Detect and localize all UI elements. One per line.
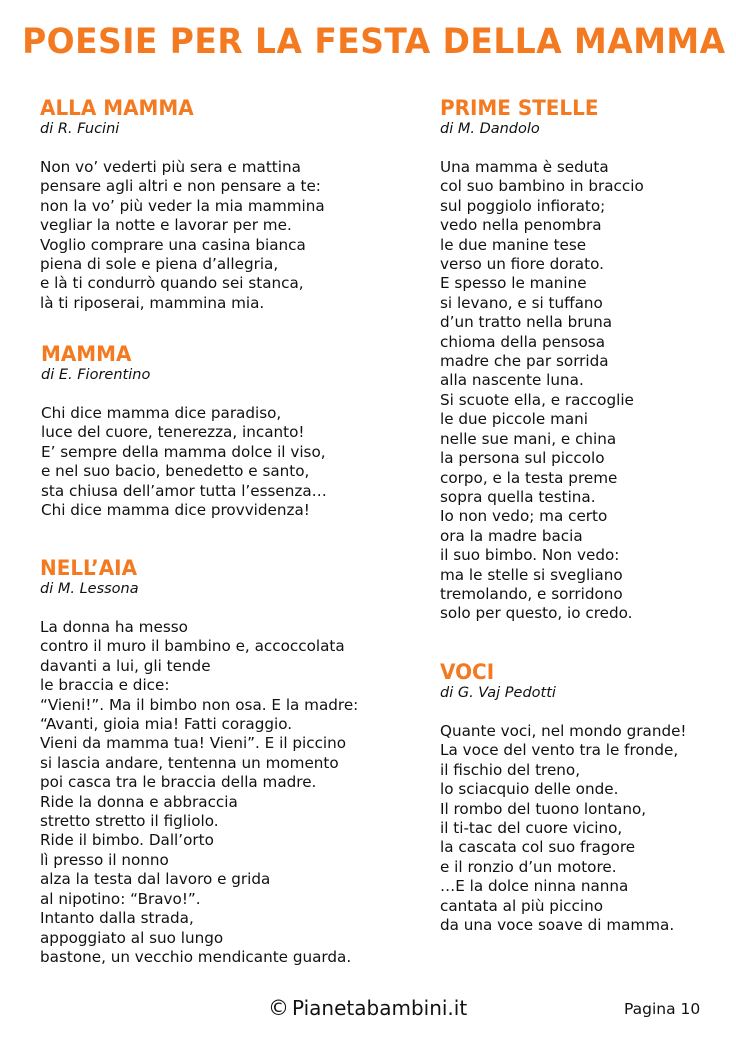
poem-line: il suo bimbo. Non vedo:: [440, 546, 620, 565]
poem-line: alza la testa dal lavoro e grida: [40, 870, 271, 889]
poem-text: [440, 722, 687, 935]
poem-line: Io non vedo; ma certo: [440, 507, 608, 526]
poem-line: luce del cuore, tenerezza, incanto!: [41, 423, 305, 442]
poem-line: Chi dice mamma dice paradiso,: [41, 404, 282, 422]
poem-line: Ride la donna e abbraccia: [40, 792, 238, 811]
poem-mamma: [41, 342, 327, 520]
poem-text: [440, 158, 644, 624]
poem-line: le due piccole mani: [440, 410, 589, 429]
poem-line: al nipotino: “Bravo!”.: [40, 889, 201, 908]
poem-line: lì presso il nonno: [40, 850, 169, 869]
poem-author: di M. Lessona: [40, 581, 139, 597]
poem-title: PRIME STELLE: [440, 96, 599, 120]
poem-title: VOCI: [440, 660, 495, 684]
poem-line: “Avanti, gioia mia! Fatti coraggio.: [40, 715, 293, 734]
poem-line: La voce del vento tra le fronde,: [440, 741, 679, 760]
poem-line: tremolando, e sorridono: [440, 584, 623, 603]
poem-line: piena di sole e piena d’allegria,: [40, 255, 279, 274]
poem-line: solo per questo, io credo.: [440, 604, 633, 623]
poem-line: madre che par sorrida: [440, 352, 609, 371]
poem-line: stretto stretto il figliolo.: [40, 812, 219, 831]
poem-line: Non vo’ vederti più sera e mattina: [40, 158, 301, 176]
poem-line: là ti riposerai, mammina mia.: [40, 293, 265, 312]
poem-line: e nel suo bacio, benedetto e santo,: [41, 462, 310, 481]
poem-line: ma le stelle si svegliano: [440, 565, 623, 584]
poem-line: vegliar la notte e lavorar per me.: [40, 216, 292, 235]
poem-line: poi casca tra le braccia della madre.: [40, 773, 317, 792]
poem-title: MAMMA: [41, 342, 132, 366]
poem-line: il fischio del treno,: [440, 760, 581, 779]
poem-line: lo sciacquio delle onde.: [440, 780, 619, 799]
poem-line: corpo, e la testa preme: [440, 468, 618, 487]
poem-line: Quante voci, nel mondo grande!: [440, 722, 687, 740]
poem-line: La donna ha messo: [40, 618, 188, 636]
page-title: POESIE PER LA FESTA DELLA MAMMA: [22, 22, 726, 62]
copyright-icon: ©: [268, 996, 289, 1020]
poem-line: sta chiusa dell’amor tutta l’essenza…: [41, 481, 327, 500]
poem-line: la cascata col suo fragore: [440, 838, 636, 857]
poem-line: E’ sempre della mamma dolce il viso,: [41, 442, 326, 461]
poem-line: d’un tratto nella bruna: [440, 313, 613, 332]
poem-author: di M. Dandolo: [440, 121, 540, 137]
poem-author: di G. Vaj Pedotti: [440, 685, 556, 701]
poem-voci: [440, 660, 687, 935]
poem-author: di R. Fucini: [40, 121, 120, 137]
poem-line: Si scuote ella, e raccoglie: [440, 390, 634, 409]
poem-line: chioma della pensosa: [440, 332, 606, 351]
site-name: Pianetabambini.it: [292, 996, 468, 1020]
poem-line: E spesso le manine: [440, 274, 587, 293]
poem-text: [41, 404, 327, 520]
poem-title: ALLA MAMMA: [40, 96, 194, 120]
poem-line: Vieni da mamma tua! Vieni”. E il piccino: [40, 734, 347, 753]
poem-line: la persona sul piccolo: [440, 449, 605, 468]
poem-line: si levano, e si tuffano: [440, 293, 603, 312]
poem-line: contro il muro il bambino e, accoccolata: [40, 637, 345, 656]
poem-line: …E la dolce ninna nanna: [440, 877, 629, 896]
poem-line: sul poggiolo infiorato;: [440, 196, 606, 215]
poem-line: nelle sue mani, e china: [440, 429, 617, 448]
poem-title: NELL’AIA: [40, 556, 138, 580]
poem-line: ora la madre bacia: [440, 526, 583, 545]
poem-line: verso un fiore dorato.: [440, 255, 604, 274]
poem-alla-mamma: [40, 96, 325, 313]
poem-line: Chi dice mamma dice provvidenza!: [41, 501, 310, 520]
poem-line: sopra quella testina.: [440, 487, 596, 506]
poem-line: Una mamma è seduta: [440, 158, 609, 176]
poem-line: da una voce soave di mamma.: [440, 916, 675, 935]
poem-line: alla nascente luna.: [440, 371, 584, 390]
poem-line: davanti a lui, gli tende: [40, 656, 211, 675]
poem-line: Intanto dalla strada,: [40, 909, 194, 928]
poem-line: bastone, un vecchio mendicante guarda.: [40, 947, 352, 966]
poem-line: Il rombo del tuono lontano,: [440, 799, 647, 818]
poem-line: cantata al più piccino: [440, 896, 603, 915]
poem-line: col suo bambino in braccio: [440, 177, 644, 196]
poem-line: e il ronzio d’un motore.: [440, 857, 617, 876]
poem-prime-stelle: [440, 96, 644, 624]
poem-author: di E. Fiorentino: [41, 367, 151, 383]
poem-line: “Vieni!”. Ma il bimbo non osa. E la madre:: [40, 695, 359, 714]
poem-line: appoggiato al suo lungo: [40, 928, 224, 947]
poem-line: si lascia andare, tentenna un momento: [40, 753, 339, 772]
poem-line: Voglio comprare una casina bianca: [40, 235, 306, 254]
poem-line: non la vo’ più veder la mia mammina: [40, 196, 325, 215]
footer-site: [268, 994, 467, 1022]
page-number: Pagina 10: [624, 1000, 701, 1018]
poem-line: le braccia e dice:: [40, 676, 170, 695]
poem-line: il ti-tac del cuore vicino,: [440, 819, 623, 838]
poem-line: le due manine tese: [440, 235, 587, 254]
poem-line: Ride il bimbo. Dall’orto: [40, 831, 214, 850]
poem-text: [40, 158, 325, 313]
poem-line: e là ti condurrò quando sei stanca,: [40, 274, 304, 293]
poem-line: vedo nella penombra: [440, 216, 602, 235]
poem-text: [40, 618, 358, 967]
poem-line: pensare agli altri e non pensare a te:: [40, 177, 321, 196]
poem-nell-aia: [40, 556, 358, 967]
